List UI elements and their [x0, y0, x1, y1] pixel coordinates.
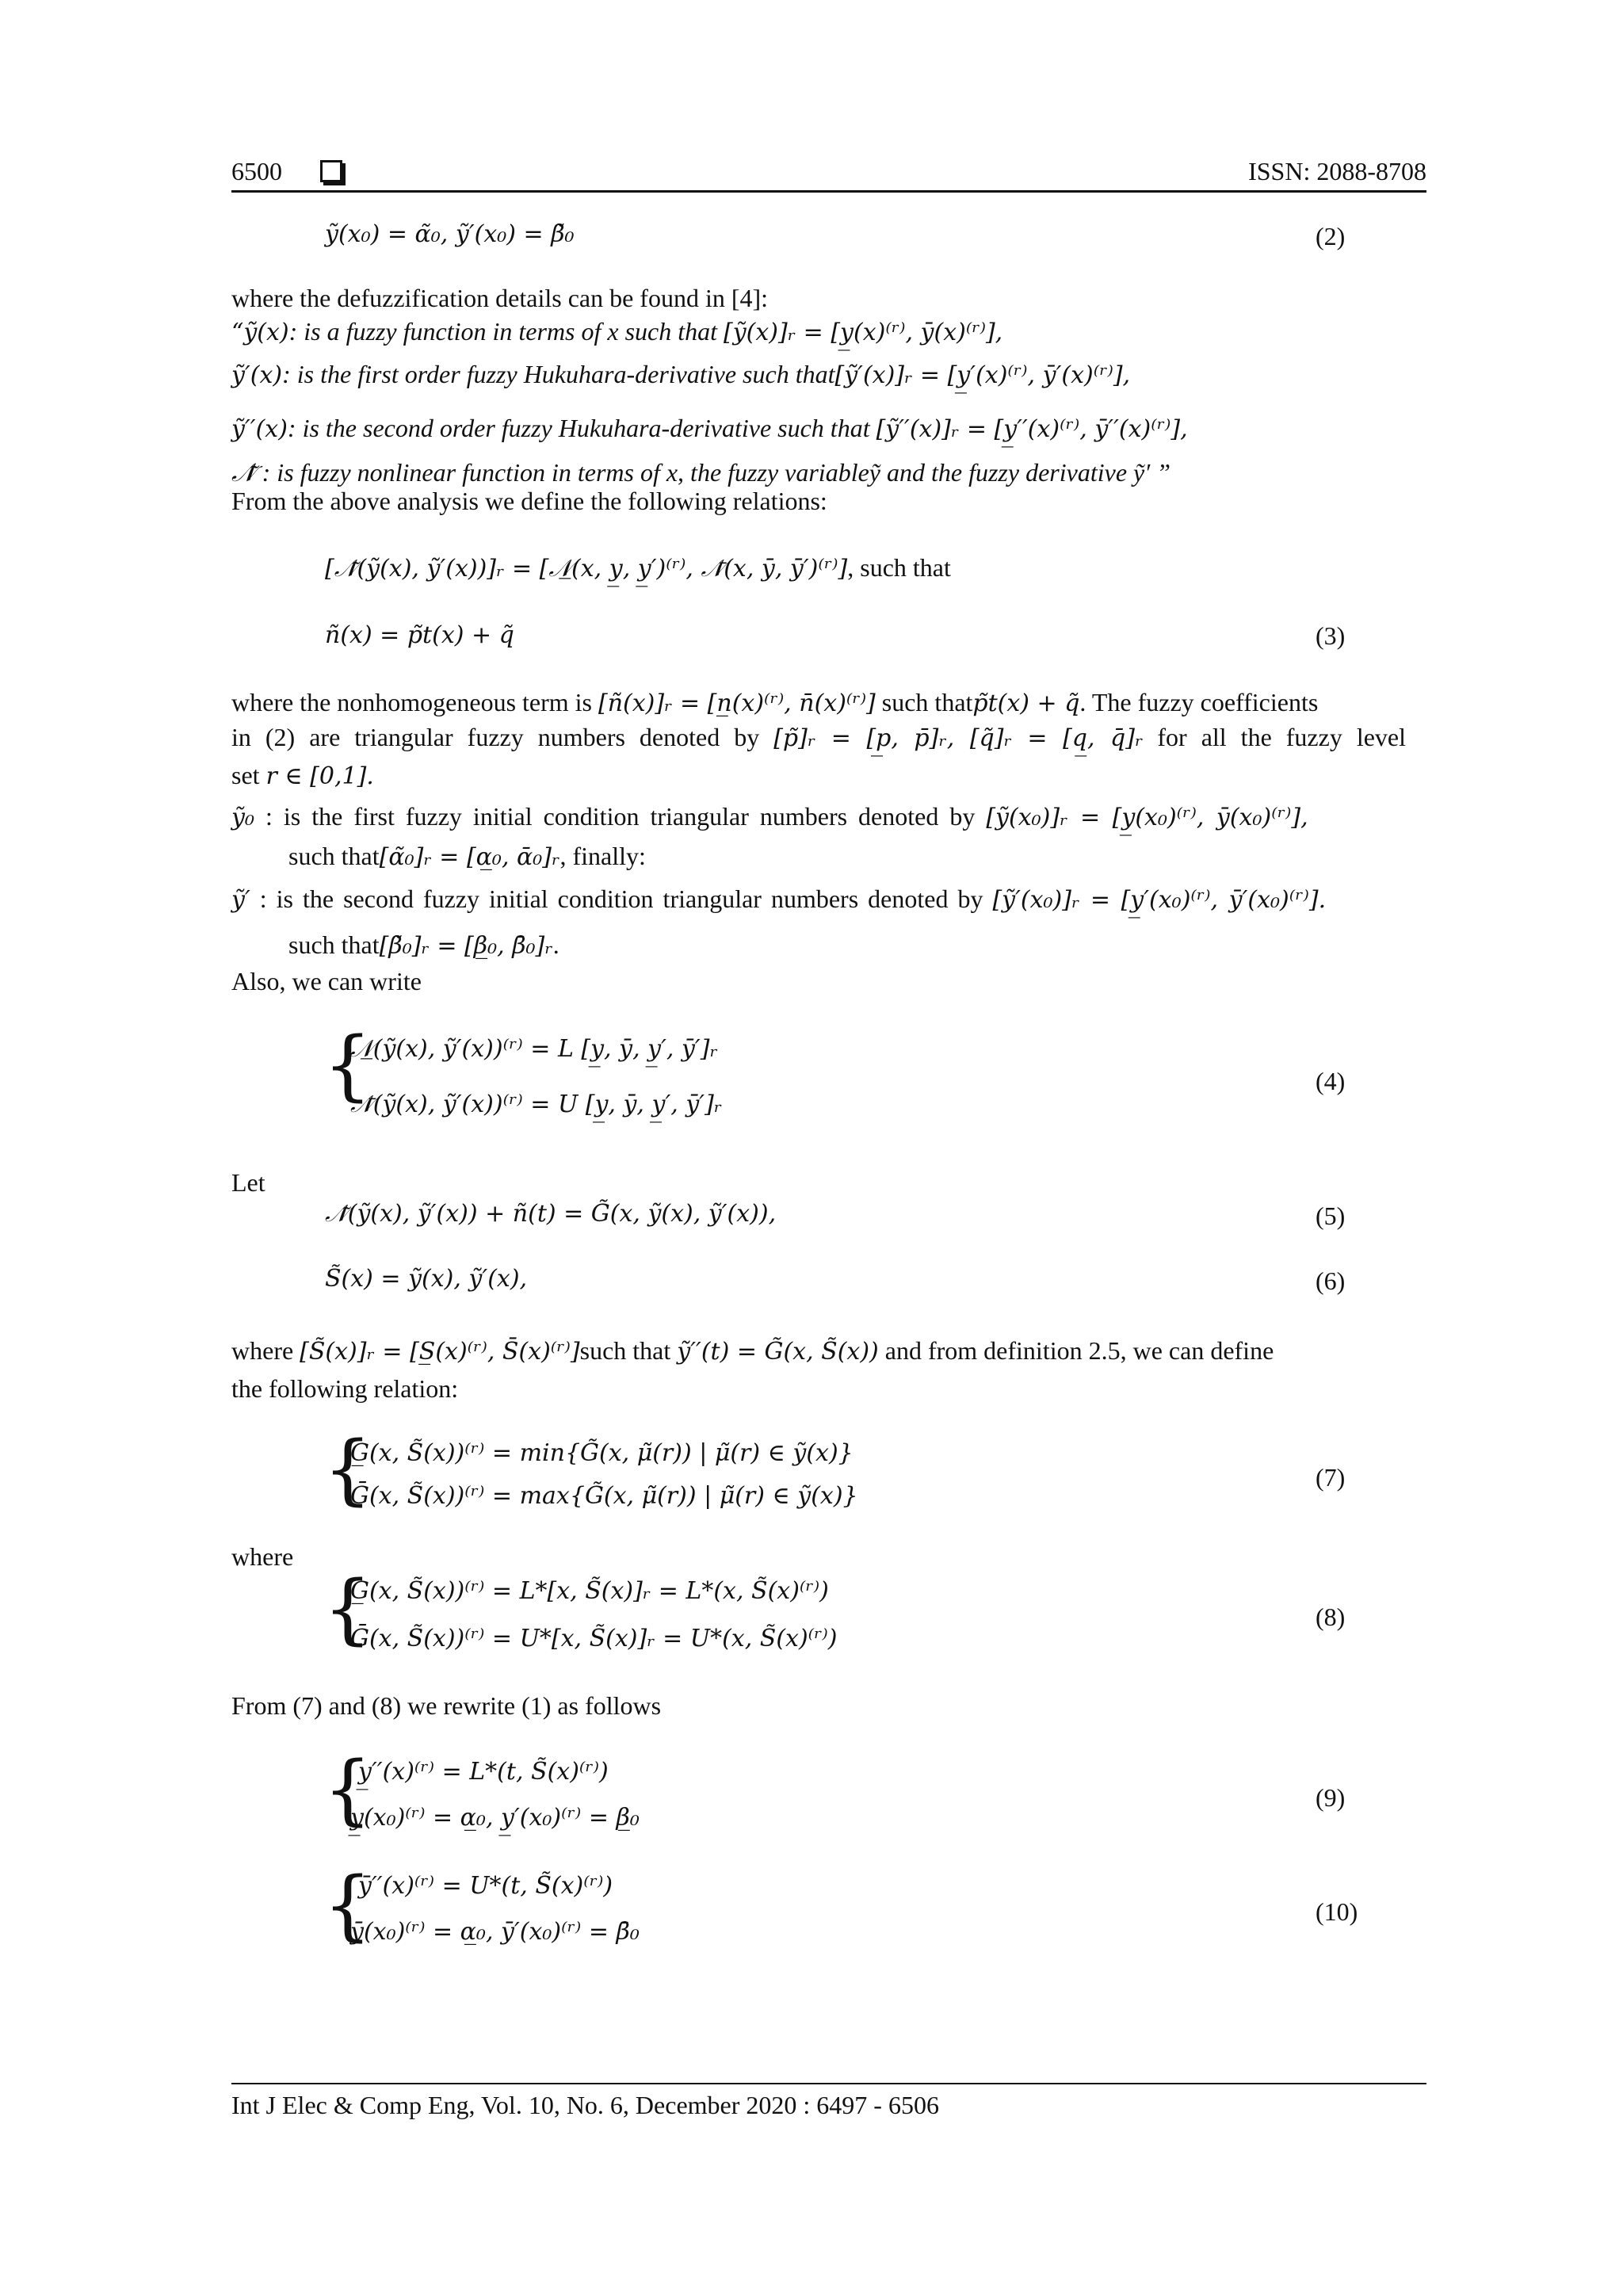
paragraph-analysis: From the above analysis we define the following relations: [231, 487, 827, 515]
def2-symbol: ỹ′(x) [231, 361, 283, 389]
nonhom-math-1: [ñ(x)]ᵣ = [n̲(x)⁽ʳ⁾, n̄(x)⁽ʳ⁾] [598, 690, 876, 717]
nonhom-math-4: r ∈ [0,1]. [265, 762, 374, 790]
definition-first-derivative [231, 358, 1130, 392]
paragraph-where: where [231, 1542, 294, 1571]
def1-text: : is a fuzzy function in terms of x such that [288, 317, 724, 346]
equation-4-brace: { [323, 1021, 372, 1110]
nonhom-text-1: where the nonhomogeneous term is [231, 688, 598, 716]
def2-text: : is the first order fuzzy Hukuhara-derivative such that [282, 360, 835, 388]
init1-such-math: [α̃₀]ᵣ = [α̲₀, ᾱ₀]ᵣ [379, 843, 560, 871]
paragraph-nonhomogeneous-line1 [231, 686, 1318, 720]
paragraph-nonhomogeneous-line2 [231, 721, 1406, 755]
equation-5: 𝒩̃(ỹ(x), ỹ′(x)) + ñ(t) = G̃(x, ỹ(x), ỹ′(x)), [325, 1200, 777, 1228]
equation-9-line-2: y̲(x₀)⁽ʳ⁾ = α̲₀, y̲′(x₀)⁽ʳ⁾ = β̲₀ [350, 1804, 640, 1832]
init2-such-text: such that [288, 930, 380, 959]
paragraph-where-s [231, 1335, 1274, 1368]
equation-4-line-2: 𝒩̄(ỹ(x), ỹ′(x))⁽ʳ⁾ = U [y̲, ȳ, y̲′, ȳ′]ᵣ [350, 1091, 723, 1118]
square-icon [320, 160, 342, 185]
init2-such-math: [β̃₀]ᵣ = [β̲₀, β̄₀]ᵣ [379, 932, 553, 960]
equation-10-line-1: ȳ′′(x)⁽ʳ⁾ = U*(t, S̃(x)⁽ʳ⁾) [358, 1872, 613, 1900]
init2-end: . [552, 930, 559, 959]
equation-3: ñ(x) = p̃t(x) + q̃ [325, 621, 514, 649]
nonhom-text-5: for all the fuzzy level [1143, 723, 1407, 751]
nonhom-math-3: [p̃]ᵣ = [p̲, p̄]ᵣ, [q̃]ᵣ = [q̲, q̄]ᵣ [773, 724, 1144, 752]
initial-condition-2-such-that [288, 929, 559, 962]
equation-7-line-2: Ḡ(x, S̃(x))⁽ʳ⁾ = max{G̃(x, μ̃(r)) | μ̃(r) ∈ ỹ(x)} [350, 1482, 858, 1510]
where-math-1: [S̃(x)]ᵣ = [S̲(x)⁽ʳ⁾, S̄(x)⁽ʳ⁾] [300, 1338, 580, 1366]
where-text-2: such that [579, 1336, 678, 1365]
definition-second-derivative [231, 412, 1188, 445]
paragraph-following-relation: the following relation: [231, 1374, 459, 1403]
init1-finally: , finally: [559, 842, 646, 870]
paragraph-also: Also, we can write [231, 967, 422, 995]
equation-4-line-1: 𝒩̲(ỹ(x), ỹ′(x))⁽ʳ⁾ = L [y̲, ȳ, y̲′, ȳ′]ᵣ [350, 1035, 718, 1063]
footer-rule [231, 2083, 1426, 2084]
def1-math: [ỹ(x)]ᵣ = [y̲(x)⁽ʳ⁾, ȳ(x)⁽ʳ⁾], [724, 319, 1003, 346]
nonhom-text-4: in (2) are triangular fuzzy numbers denoted by [231, 723, 774, 751]
init2-symbol: ỹ′ [231, 886, 250, 914]
page-number: 6500 [231, 157, 282, 185]
def3-symbol: ỹ′′(x) [231, 415, 288, 443]
initial-condition-2 [231, 883, 1326, 916]
equation-10-number: (10) [1316, 1897, 1358, 1926]
definition-fuzzy-function [231, 315, 1002, 349]
init1-symbol: ỹ₀ [231, 804, 254, 831]
relation-tail: , such that [847, 553, 951, 582]
init1-such-text: such that [288, 842, 380, 870]
equation-7-number: (7) [1316, 1463, 1346, 1492]
equation-7-line-1: G̲(x, S̃(x))⁽ʳ⁾ = min{G̃(x, μ̃(r)) | μ̃(r) ∈ ỹ(x)} [350, 1439, 854, 1467]
equation-2-number: (2) [1316, 222, 1346, 250]
footer-citation: Int J Elec & Comp Eng, Vol. 10, No. 6, December 2020 : 6497 - 6506 [231, 2091, 939, 2119]
equation-10-line-2: ȳ(x₀)⁽ʳ⁾ = α̲₀, ȳ′(x₀)⁽ʳ⁾ = β̄₀ [350, 1918, 640, 1946]
init1-math: [ỹ(x₀)]ᵣ = [y̲(x₀)⁽ʳ⁾, ȳ(x₀)⁽ʳ⁾], [986, 804, 1308, 831]
equation-10-brace: { [323, 1861, 372, 1950]
journal-issn: ISSN: 2088-8708 [1248, 157, 1426, 185]
equation-7-brace: { [323, 1425, 372, 1514]
init1-text: : is the first fuzzy initial condition triangular numbers denoted by [254, 802, 987, 831]
equation-8-brace: { [323, 1564, 372, 1653]
def2-math: [ỹ′(x)]ᵣ = [y̲′(x)⁽ʳ⁾, ȳ′(x)⁽ʳ⁾], [834, 361, 1131, 389]
equation-6-number: (6) [1316, 1266, 1346, 1295]
def1-symbol: “ỹ(x) [231, 319, 289, 346]
equation-9-line-1: y̲′′(x)⁽ʳ⁾ = L*(t, S̃(x)⁽ʳ⁾) [358, 1758, 609, 1786]
init2-text: : is the second fuzzy initial condition triangular numbers denoted by [250, 884, 993, 913]
equation-5-number: (5) [1316, 1201, 1346, 1230]
equation-6: S̃(x) = ỹ(x), ỹ′(x), [325, 1265, 528, 1293]
equation-9-number: (9) [1316, 1783, 1346, 1812]
definition-nonlinear-function: 𝒩̃ : is fuzzy nonlinear function in terms of x, the fuzzy variableỹ and the fuzzy derivative ỹ′ ” [231, 458, 1171, 487]
relation-math: [𝒩̃(ỹ(x), ỹ′(x))]ᵣ = [𝒩̲(x, y̲, y̲′)⁽ʳ⁾, 𝒩̄(x, ȳ, ȳ′)⁽ʳ⁾] [325, 555, 848, 583]
def3-text: : is the second order fuzzy Hukuhara-derivative such that [287, 414, 876, 442]
nonhom-math-2: p̃t(x) + q̃ [972, 690, 1080, 717]
nonhom-text-3: . The fuzzy coefficients [1079, 688, 1319, 716]
where-math-2: ỹ′′(t) = G̃(x, S̃(x)) [677, 1338, 879, 1366]
equation-8-line-2: Ḡ(x, S̃(x))⁽ʳ⁾ = U*[x, S̃(x)]ᵣ = U*(x, S̃(x)⁽ʳ⁾) [350, 1625, 838, 1652]
equation-3-number: (3) [1316, 621, 1346, 650]
initial-condition-1-such-that [288, 840, 646, 873]
equation-8-number: (8) [1316, 1603, 1346, 1631]
nonhom-text-2: such that [875, 688, 973, 716]
nonhom-text-6: set [231, 761, 266, 789]
paragraph-from: From (7) and (8) we rewrite (1) as follows [231, 1691, 662, 1720]
equation-2: ỹ(x₀) = α̃₀, ỹ′(x₀) = β̃₀ [325, 220, 575, 248]
header-rule [231, 190, 1426, 193]
paragraph-let: Let [231, 1168, 265, 1197]
equation-4-number: (4) [1316, 1067, 1346, 1095]
paragraph-nonhomogeneous-line3 [231, 759, 374, 793]
def3-math: [ỹ′′(x)]ᵣ = [y̲′′(x)⁽ʳ⁾, ȳ′′(x)⁽ʳ⁾], [876, 415, 1188, 443]
paragraph-defuzz: where the defuzzification details can be found in [4]: [231, 284, 769, 312]
initial-condition-1 [231, 800, 1308, 834]
where-text-3: and from definition 2.5, we can define [878, 1336, 1274, 1365]
equation-8-line-1: G̲(x, S̃(x))⁽ʳ⁾ = L*[x, S̃(x)]ᵣ = L*(x, S̃(x)⁽ʳ⁾) [350, 1577, 829, 1605]
where-text-1: where [231, 1336, 300, 1365]
relation-equation [325, 552, 951, 585]
init2-math: [ỹ′(x₀)]ᵣ = [y̲′(x₀)⁽ʳ⁾, ȳ′(x₀)⁽ʳ⁾]. [992, 886, 1327, 914]
equation-9-brace: { [323, 1745, 372, 1834]
